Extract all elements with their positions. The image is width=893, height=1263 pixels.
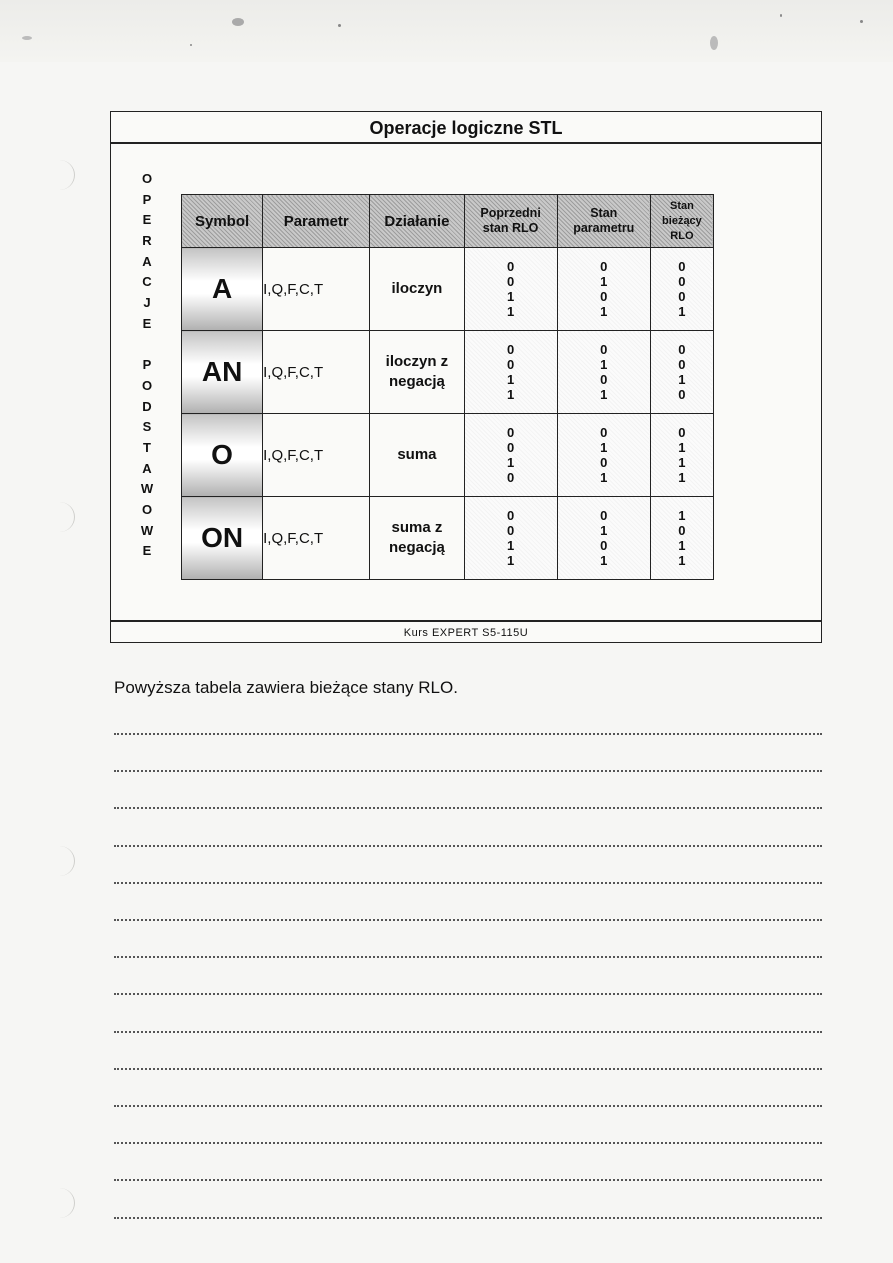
- bit-value: 0: [600, 259, 608, 274]
- vertical-title-letter: C: [142, 274, 152, 290]
- table-row: [182, 248, 714, 331]
- cur-bits-cell: [650, 414, 713, 497]
- writing-line: [114, 956, 822, 958]
- bit-value: 0: [600, 372, 608, 387]
- bit-value: 0: [678, 425, 686, 440]
- bit-value: 1: [506, 387, 515, 402]
- binder-hole: [44, 502, 75, 532]
- header-stan-parametru: [557, 195, 650, 248]
- bit-value: 0: [678, 259, 686, 274]
- bit-value: 0: [506, 470, 515, 485]
- table-row: [182, 497, 714, 580]
- prev-bits-cell: [464, 414, 557, 497]
- vertical-title-letter: R: [142, 233, 152, 249]
- cur-bits-cell: [650, 331, 713, 414]
- dzialanie-cell: [370, 497, 464, 580]
- vertical-title-letter: P: [142, 191, 152, 207]
- stan-bits-cell: [557, 497, 650, 580]
- bit-value: 1: [506, 372, 515, 387]
- operations-table: [181, 194, 714, 580]
- writing-line: [114, 1217, 822, 1219]
- bit-value: 1: [506, 289, 515, 304]
- writing-line: [114, 770, 822, 772]
- vertical-title-letter: E: [142, 315, 152, 331]
- bit-value: 0: [600, 538, 608, 553]
- vertical-title-letter: W: [140, 481, 154, 497]
- vertical-title-letter: A: [142, 460, 152, 476]
- bit-value: 0: [678, 357, 686, 372]
- bit-value: 1: [600, 440, 608, 455]
- dzialanie-line: suma z: [391, 519, 443, 536]
- bit-value: 0: [506, 523, 515, 538]
- binder-hole: [44, 160, 75, 190]
- writing-line: [114, 919, 822, 921]
- symbol-cell: ON: [182, 497, 263, 580]
- dzialanie-cell: [370, 414, 464, 497]
- binder-hole: [44, 1188, 75, 1218]
- symbol-cell: O: [182, 414, 263, 497]
- header-poprzedni-line: stan RLO: [482, 221, 539, 235]
- dzialanie-cell: [370, 331, 464, 414]
- stan-bits-cell: [557, 248, 650, 331]
- bit-value: 0: [506, 259, 515, 274]
- bit-value: 1: [678, 470, 686, 485]
- prev-bits-cell: [464, 497, 557, 580]
- header-parametr: Parametr: [263, 195, 370, 248]
- header-stan-line: Stan: [590, 206, 618, 220]
- caption-text: Powyższa tabela zawiera bieżące stany RLO.: [114, 678, 458, 697]
- stan-bits-cell: [557, 331, 650, 414]
- writing-line: [114, 733, 822, 735]
- bit-value: 1: [600, 304, 608, 319]
- writing-line: [114, 993, 822, 995]
- writing-line: [114, 1068, 822, 1070]
- bit-value: 1: [600, 274, 608, 289]
- writing-line: [114, 845, 822, 847]
- bit-value: 1: [678, 455, 686, 470]
- header-poprzedni-line: Poprzedni: [480, 206, 541, 220]
- bit-value: 0: [506, 508, 515, 523]
- cur-bits-cell: [650, 497, 713, 580]
- stan-bits-cell: [557, 414, 650, 497]
- slide-footer: Kurs EXPERT S5-115U: [111, 620, 821, 644]
- parametr-cell: I,Q,F,C,T: [263, 414, 370, 497]
- header-dzialanie: Działanie: [370, 195, 464, 248]
- parametr-cell: I,Q,F,C,T: [263, 497, 370, 580]
- bit-value: 0: [600, 425, 608, 440]
- header-biezacy-line: bieżący: [662, 214, 702, 227]
- vertical-title-letter: A: [142, 253, 152, 269]
- bit-value: 0: [506, 440, 515, 455]
- vertical-title-letter: J: [143, 295, 151, 311]
- bit-value: 1: [678, 508, 686, 523]
- bit-value: 0: [506, 357, 515, 372]
- bit-value: 0: [678, 274, 686, 289]
- header-stan-line: parametru: [573, 221, 635, 235]
- bit-value: 1: [678, 304, 686, 319]
- header-biezacy-line: RLO: [670, 229, 694, 242]
- bit-value: 0: [678, 342, 686, 357]
- bit-value: 0: [678, 289, 686, 304]
- bit-value: 1: [600, 357, 608, 372]
- writing-line: [114, 807, 822, 809]
- dzialanie-line: negacją: [388, 373, 445, 390]
- writing-line: [114, 1142, 822, 1144]
- dzialanie-line: negacją: [388, 539, 445, 556]
- table-row: [182, 414, 714, 497]
- scan-top-band: [0, 0, 893, 62]
- vertical-title-letter: P: [142, 357, 152, 373]
- parametr-cell: I,Q,F,C,T: [263, 248, 370, 331]
- table-row: [182, 331, 714, 414]
- bit-value: 1: [600, 523, 608, 538]
- header-symbol: Symbol: [182, 195, 263, 248]
- vertical-title-letter: O: [141, 171, 153, 186]
- header-biezacy-line: Stan: [670, 199, 694, 212]
- writing-line: [114, 1031, 822, 1033]
- bit-value: 1: [506, 455, 515, 470]
- vertical-title-letter: S: [142, 419, 152, 435]
- prev-bits-cell: [464, 331, 557, 414]
- bit-value: 1: [678, 538, 686, 553]
- vertical-title-letter: W: [140, 522, 154, 538]
- writing-line: [114, 1179, 822, 1181]
- bit-value: 0: [600, 508, 608, 523]
- vertical-title-letter: O: [141, 502, 153, 517]
- parametr-cell: I,Q,F,C,T: [263, 331, 370, 414]
- header-poprzedni-stan: [464, 195, 557, 248]
- writing-line: [114, 882, 822, 884]
- bit-value: 0: [600, 289, 608, 304]
- binder-hole: [44, 846, 75, 876]
- bit-value: 0: [678, 387, 686, 402]
- symbol-cell: A: [182, 248, 263, 331]
- vertical-title-letter: O: [141, 377, 153, 393]
- dzialanie-line: iloczyn: [391, 280, 443, 297]
- bit-value: 1: [600, 470, 608, 485]
- prev-bits-cell: [464, 248, 557, 331]
- vertical-title-letter: D: [142, 398, 152, 414]
- bit-value: 1: [506, 304, 515, 319]
- slide-title: Operacje logiczne STL: [111, 112, 821, 144]
- bit-value: 1: [600, 553, 608, 568]
- bit-value: 1: [678, 553, 686, 568]
- dzialanie-cell: [370, 248, 464, 331]
- bit-value: 0: [678, 523, 686, 538]
- vertical-title: [139, 169, 155, 562]
- bit-value: 0: [600, 342, 608, 357]
- vertical-title-letter: [139, 335, 155, 356]
- dzialanie-line: iloczyn z: [385, 353, 449, 370]
- bit-value: 0: [506, 342, 515, 357]
- bit-value: 0: [506, 274, 515, 289]
- cur-bits-cell: [650, 248, 713, 331]
- dzialanie-line: suma: [397, 446, 437, 463]
- bit-value: 1: [678, 440, 686, 455]
- vertical-title-letter: E: [142, 212, 152, 228]
- vertical-title-letter: E: [142, 543, 152, 559]
- bit-value: 0: [600, 455, 608, 470]
- vertical-title-letter: T: [143, 439, 151, 455]
- symbol-cell: AN: [182, 331, 263, 414]
- bit-value: 1: [506, 553, 515, 568]
- table-header-row: [182, 195, 714, 248]
- bit-value: 1: [506, 538, 515, 553]
- bit-value: 0: [506, 425, 515, 440]
- writing-line: [114, 1105, 822, 1107]
- slide-frame: [110, 111, 822, 643]
- header-stan-biezacy: [650, 195, 713, 248]
- bit-value: 1: [678, 372, 686, 387]
- bit-value: 1: [600, 387, 608, 402]
